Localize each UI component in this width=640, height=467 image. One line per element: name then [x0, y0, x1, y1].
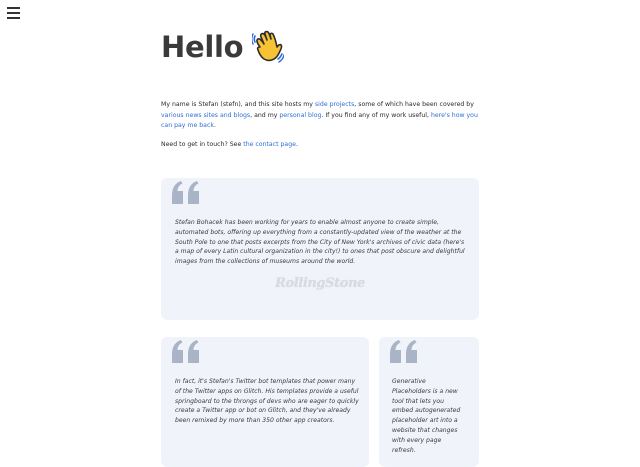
contact-text-segment: Need to get in touch? See — [161, 141, 244, 149]
link-side-projects[interactable]: side projects — [314, 101, 355, 108]
link-news-sites[interactable]: various news sites and blogs — [161, 111, 251, 119]
link-pay-me-back[interactable]: here's how you can pay me back — [161, 111, 478, 130]
testimonial-quote: In fact, it's Stefan's Twitter bot templates that power many of the Twitter apps on Glitch. His templates provide a useful springboard to the throngs of devs who are eager to quickly create a Twitter app or bot on Glitch, and they've already been remixed by more than 350 other app creators. — [175, 378, 359, 425]
link-personal-blog[interactable]: personal blog — [279, 111, 322, 119]
rolling-stone-logo: RollingStone — [275, 276, 365, 291]
link-contact-page[interactable]: the contact page — [243, 141, 296, 149]
intro-text-segment: , some of which have been covered by — [354, 101, 474, 108]
testimonial-card — [161, 337, 369, 467]
quote-icon — [170, 180, 202, 206]
testimonial-quote: Stefan Bohacek has been working for years to enable almost anyone to create simple, automated bots, offering up everything from a constantly-updated view of the weather at the South Pole to one that posts excerpts from the City of New York's archives of civic data (here's a map of every Latin cultural organization in the city!) to ones that post obscure and delightful images from the collections of museums around the world. — [175, 219, 465, 266]
contact-text-segment: . — [295, 141, 298, 149]
intro-paragraph — [161, 100, 479, 132]
intro-text-segment: . — [213, 122, 216, 130]
page-title: Hello — [161, 30, 244, 64]
intro-text-segment: . If you find any of my work useful, — [321, 111, 431, 119]
hamburger-menu-icon[interactable] — [7, 7, 20, 19]
intro-text-segment: , and my — [250, 111, 280, 119]
quote-icon — [170, 339, 202, 365]
quote-icon — [388, 339, 420, 365]
testimonial-card — [161, 178, 479, 320]
intro-text — [161, 100, 479, 159]
contact-paragraph — [161, 140, 479, 151]
page-header — [161, 29, 284, 65]
testimonial-card — [379, 337, 479, 467]
waving-hand-icon — [252, 30, 284, 64]
intro-text-segment: My name is Stefan (stefn), and this site hosts my — [161, 101, 315, 108]
testimonial-quote: Generative Placeholders is a new tool that lets you embed autogenerated placeholder art into a website that changes with every page refresh. — [392, 378, 461, 454]
